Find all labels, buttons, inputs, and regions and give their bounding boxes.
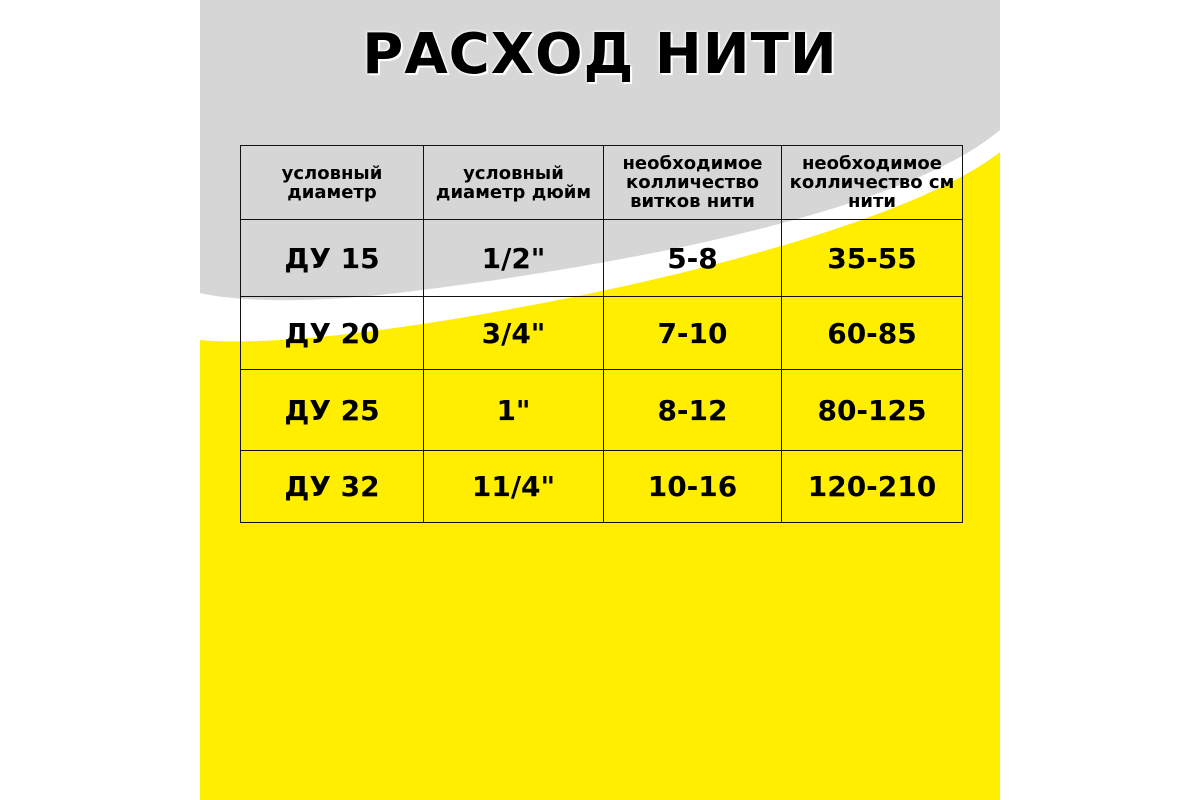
cell-turns: 8-12 — [604, 370, 782, 451]
cell-turns: 10-16 — [604, 451, 782, 523]
cell-nominal-diameter: ДУ 15 — [241, 220, 424, 297]
poster — [200, 0, 1000, 800]
cell-diameter-inch: 3/4" — [424, 297, 604, 370]
column-header-diameter-inch: условный диаметр дюйм — [424, 146, 604, 220]
column-header-nominal-diameter: условный диаметр — [241, 146, 424, 220]
cell-diameter-inch: 1" — [424, 370, 604, 451]
column-header-length-cm: необходимое колличество см нити — [782, 146, 963, 220]
cell-diameter-inch: 1/2" — [424, 220, 604, 297]
cell-nominal-diameter: ДУ 25 — [241, 370, 424, 451]
table-header-row — [241, 146, 963, 220]
page-title: РАСХОД НИТИ — [362, 22, 838, 87]
cell-nominal-diameter: ДУ 20 — [241, 297, 424, 370]
cell-length-cm: 120-210 — [782, 451, 963, 523]
table-row — [241, 220, 963, 297]
cell-length-cm: 35-55 — [782, 220, 963, 297]
cell-turns: 5-8 — [604, 220, 782, 297]
cell-diameter-inch: 11/4" — [424, 451, 604, 523]
thread-consumption-table — [240, 145, 963, 523]
cell-length-cm: 60-85 — [782, 297, 963, 370]
column-header-turns: необходимое колличество витков нити — [604, 146, 782, 220]
cell-length-cm: 80-125 — [782, 370, 963, 451]
table-row — [241, 297, 963, 370]
cell-nominal-diameter: ДУ 32 — [241, 451, 424, 523]
table-row — [241, 370, 963, 451]
table-row — [241, 451, 963, 523]
cell-turns: 7-10 — [604, 297, 782, 370]
